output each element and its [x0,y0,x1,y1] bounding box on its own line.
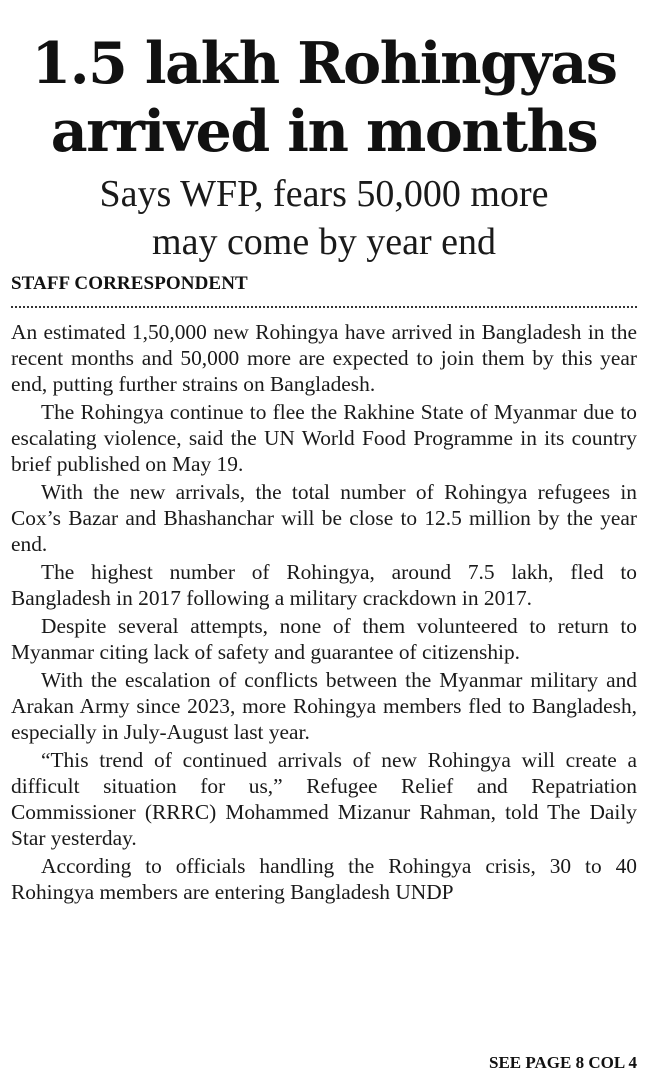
dotted-divider [11,306,637,308]
paragraph-1: An estimated 1,50,000 new Rohingya have arrived in Bangladesh in the recent months and 50,000 more are expected to join them by this year end, putting further strains on Bangladesh. [11,320,637,396]
paragraph-6: With the escalation of conflicts between the Myanmar military and Arakan Army since 2023, more Rohingya members fled to Bangladesh, especially in July-August last year. [11,668,637,744]
headline-line-1: 1.5 lakh Rohingyas [31,30,617,97]
paragraph-3: With the new arrivals, the total number of Rohingya refugees in Cox’s Bazar and Bhashanchar will be close to 12.5 million by the year end. [11,480,637,556]
paragraph-2: The Rohingya continue to flee the Rakhine State of Myanmar due to escalating violence, said the UN World Food Programme in its country brief published on May 19. [11,400,637,476]
headline [11,0,637,166]
article-body [11,319,637,905]
subheadline [11,170,637,266]
byline: STAFF CORRESPONDENT [11,273,248,294]
subheadline-line-1: Says WFP, fears 50,000 more [99,173,549,215]
continued-on-page-label: SEE PAGE 8 COL 4 [489,1053,637,1072]
paragraph-4: The highest number of Rohingya, around 7.5 lakh, fled to Bangladesh in 2017 following a military crackdown in 2017. [11,560,637,610]
paragraph-5: Despite several attempts, none of them volunteered to return to Myanmar citing lack of safety and guarantee of citizenship. [11,614,637,664]
paragraph-7: “This trend of continued arrivals of new Rohingya will create a difficult situation for us,” Refugee Relief and Repatriation Commissioner (RRRC) Mohammed Mizanur Rahman, told The Daily Star yesterday. [11,748,637,850]
paragraph-8: According to officials handling the Rohingya crisis, 30 to 40 Rohingya members are entering Bangladesh UNDP [11,854,637,904]
subheadline-line-2: may come by year end [152,221,496,263]
headline-line-2: arrived in months [50,98,598,165]
